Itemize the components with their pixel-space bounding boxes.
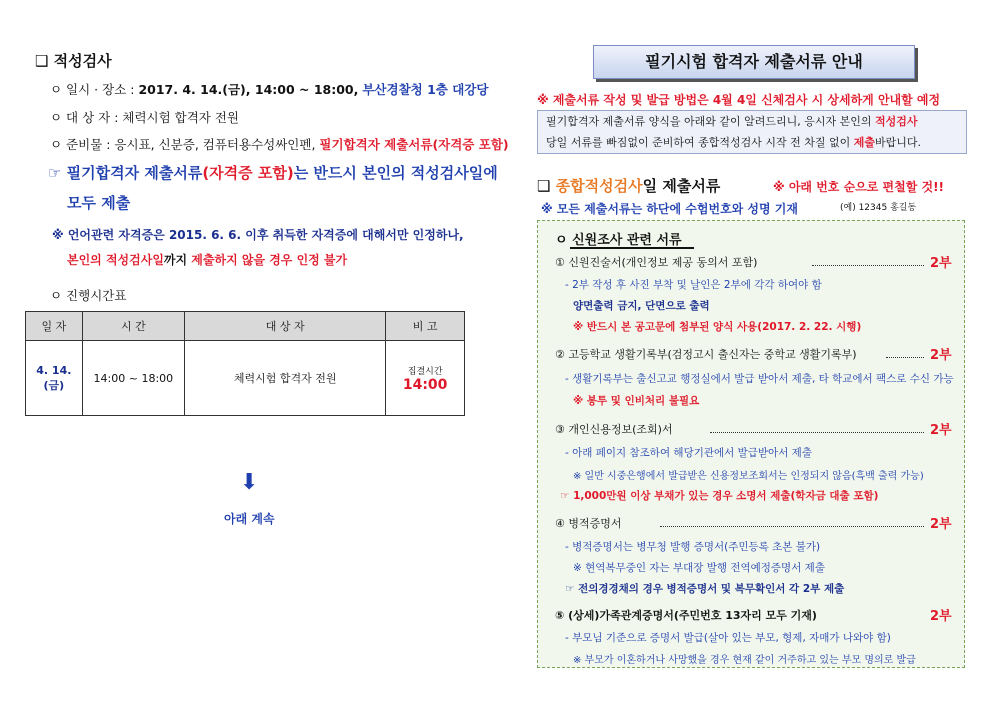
item-2-line-1: - 생활기록부는 출신고교 행정실에서 발급 받아서 제출, 타 학교에서 팩스로 수신 가능 bbox=[565, 373, 954, 385]
item-4-line-3: ☞ 전의경경채의 경우 병적증명서 및 복무확인서 각 2부 제출 bbox=[565, 583, 845, 595]
instruction-box bbox=[537, 110, 967, 154]
warn-line-1: ☞ 필기합격자 제출서류(자격증 포함)는 반드시 본인의 적성검사일에 bbox=[48, 164, 498, 182]
item-1-title: ① 신원진술서(개인정보 제공 동의서 포함) bbox=[555, 256, 758, 269]
notice-line: ※ 제출서류 작성 및 발급 방법은 4월 4일 신체검사 시 상세하게 안내할 예정 bbox=[537, 93, 941, 107]
th-time: 시 간 bbox=[82, 312, 184, 341]
continue-text: 아래 계속 bbox=[224, 512, 275, 526]
item-2-count: 2부 bbox=[930, 348, 952, 363]
page-title: 필기시험 합격자 제출서류 안내 bbox=[593, 45, 915, 79]
cell-date: 4. 14.(금) bbox=[26, 341, 83, 416]
dot-leader bbox=[886, 357, 924, 358]
item-5-count: 2부 bbox=[930, 609, 952, 624]
item-4-title: ④ 병적증명서 bbox=[555, 517, 622, 530]
dot-leader bbox=[812, 265, 924, 266]
item-4-line-1: - 병적증명서는 병무청 발행 증명서(주민등록 초본 불가) bbox=[565, 541, 821, 553]
sub-title-note: ※ 아래 번호 순으로 편철할 것!! bbox=[773, 180, 945, 194]
example-note: (예) 12345 홍길동 bbox=[840, 203, 917, 213]
item-4-line-2: ※ 현역복무중인 자는 부대장 발행 전역예정증명서 제출 bbox=[573, 562, 825, 574]
all-docs-note: ※ 모든 제출서류는 하단에 수험번호와 성명 기재 bbox=[541, 202, 798, 216]
cell-note: 집결시간 14:00 bbox=[386, 341, 465, 416]
lang-line-1: ※ 언어관련 자격증은 2015. 6. 6. 이후 취득한 자격증에 대해서만 인정하나, bbox=[52, 228, 464, 242]
cell-time: 14:00 ~ 18:00 bbox=[82, 341, 184, 416]
item-1-count: 2부 bbox=[930, 256, 952, 271]
warn-line-2: 모두 제출 bbox=[67, 194, 131, 212]
group-title-underline bbox=[570, 247, 694, 249]
sub-title: ❑ 종합적성검사일 제출서류 bbox=[537, 177, 721, 195]
instruction-line-1: 필기합격자 제출서류 양식을 아래와 같이 알려드리니, 응시자 본인의 적성검사 bbox=[546, 115, 918, 128]
cell-target: 체력시험 합격자 전원 bbox=[185, 341, 386, 416]
arrow-down-icon: ⬇ bbox=[240, 470, 259, 495]
prep-line: ㅇ 준비물 : 응시표, 신분증, 컴퓨터용수성싸인펜, 필기합격자 제출서류(자격증 포함) bbox=[50, 137, 509, 152]
item-5-line-1: - 부모님 기준으로 증명서 발급(살아 있는 부모, 형제, 자매가 나와야 함) bbox=[565, 632, 891, 644]
item-1-line-1: - 2부 작성 후 사진 부착 및 날인은 2부에 각각 하여야 함 bbox=[565, 279, 822, 291]
th-target: 대 상 자 bbox=[185, 312, 386, 341]
item-3-line-2: ※ 일반 시중은행에서 발급받은 신용정보조회서는 인정되지 않음(흑백 출력 가능) bbox=[573, 471, 924, 482]
th-note: 비 고 bbox=[386, 312, 465, 341]
item-1-line-3: ※ 반드시 본 공고문에 첨부된 양식 사용(2017. 2. 22. 시행) bbox=[573, 321, 862, 333]
lang-line-2: 본인의 적성검사일까지 제출하지 않을 경우 인정 불가 bbox=[67, 253, 348, 267]
item-3-line-3: ☞ 1,000만원 이상 부채가 있는 경우 소명서 제출(학자금 대출 포함) bbox=[560, 490, 879, 502]
date-place-line: ㅇ 일시 · 장소 : 2017. 4. 14.(금), 14:00 ~ 18:00, 부산경찰청 1층 대강당 bbox=[50, 82, 489, 97]
instruction-line-2: 당일 서류를 빠짐없이 준비하여 종합적성검사 시작 전 차질 없이 제출바랍니다. bbox=[546, 136, 922, 149]
th-date: 일 자 bbox=[26, 312, 83, 341]
section-title-aptitude: ❑ 적성검사 bbox=[35, 52, 112, 70]
item-5-title: ⑤ (상세)가족관계증명서(주민번호 13자리 모두 기재) bbox=[555, 609, 817, 622]
group-title: ㅇ 신원조사 관련 서류 bbox=[555, 233, 682, 248]
item-4-count: 2부 bbox=[930, 517, 952, 532]
dot-leader bbox=[660, 526, 924, 527]
item-1-line-2: 양면출력 금지, 단면으로 출력 bbox=[573, 300, 710, 312]
item-2-title: ② 고등학교 생활기록부(검정고시 출신자는 중학교 생활기록부) bbox=[555, 348, 857, 361]
schedule-title: ㅇ 진행시간표 bbox=[50, 288, 127, 303]
item-3-title: ③ 개인신용정보(조회)서 bbox=[555, 423, 673, 436]
dot-leader bbox=[710, 432, 924, 433]
item-5-line-2: ※ 부모가 이혼하거나 사망했을 경우 현재 같이 거주하고 있는 부모 명의로 발급 bbox=[573, 655, 916, 666]
item-2-line-2: ※ 봉투 및 인비처리 불필요 bbox=[573, 395, 700, 407]
target-line: ㅇ 대 상 자 : 체력시험 합격자 전원 bbox=[50, 110, 240, 125]
item-3-count: 2부 bbox=[930, 423, 952, 438]
item-3-line-1: - 아래 페이지 참조하여 해당기관에서 발급받아서 제출 bbox=[565, 447, 812, 459]
table-row bbox=[26, 341, 465, 416]
schedule-table bbox=[25, 311, 465, 416]
